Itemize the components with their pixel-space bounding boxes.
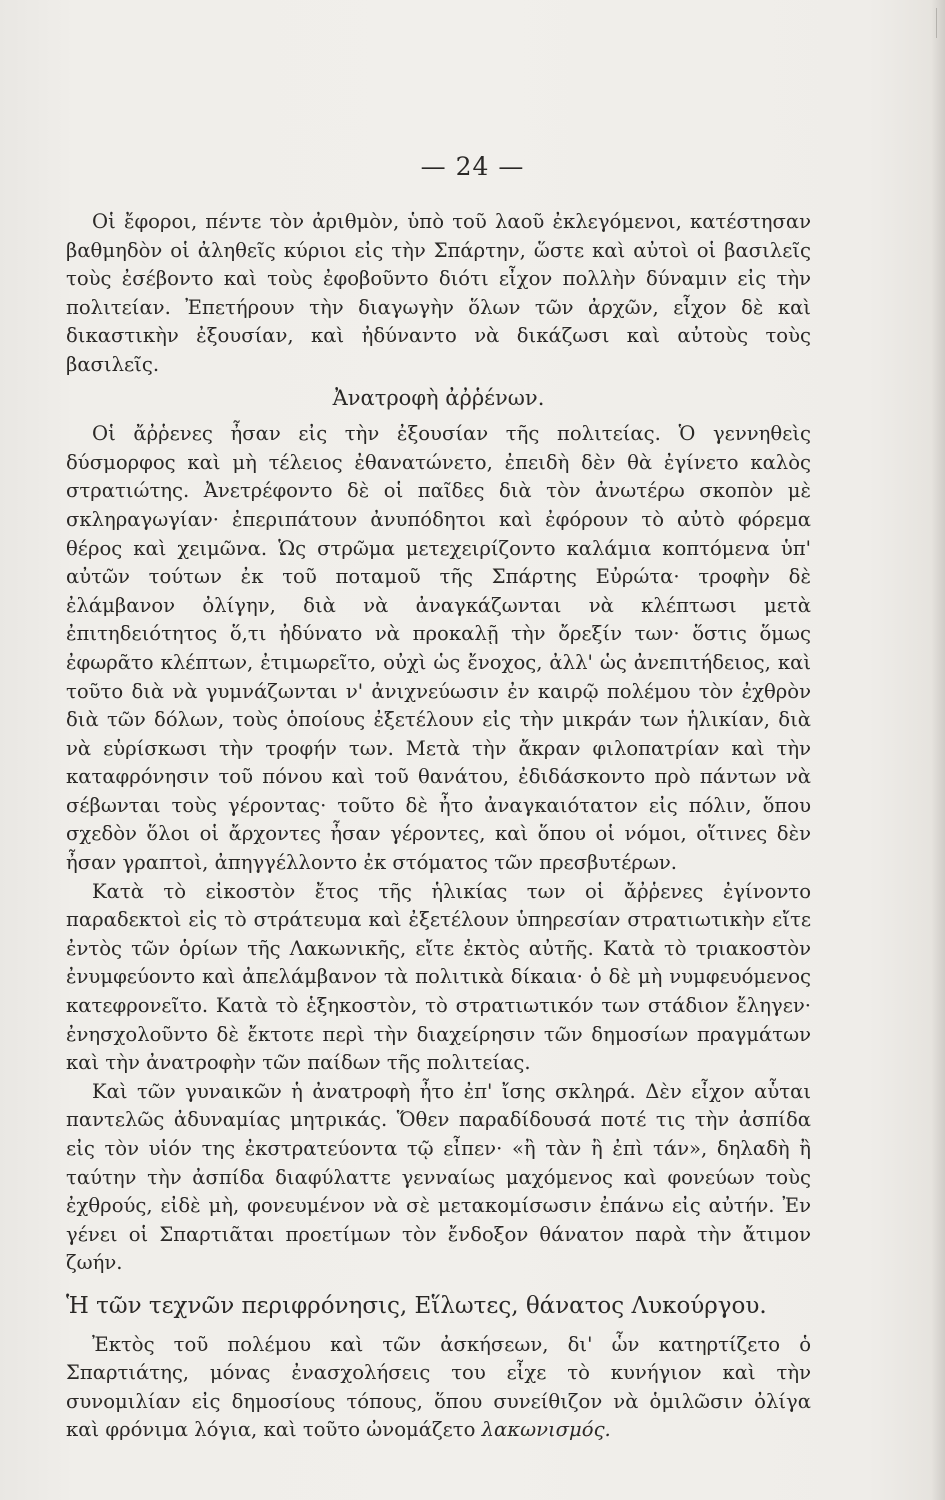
paragraph-males: Οἱ ἄῤῥενες ἦσαν εἰς τὴν ἐξουσίαν τῆς πολιτείας. Ὁ γεννηθεὶς δύσμορφος καὶ μὴ τέλειος ἐθανατώνετο, ἐπειδὴ δὲν θὰ ἐγίνετο καλὸς στρατιώτης. Ἀνετρέφοντο δὲ οἱ παῖδες διὰ τὸν ἀνωτέρω σκοπὸν μὲ σκληραγωγίαν· ἐπεριπάτουν ἀνυπόδητοι καὶ ἐφόρουν τὸ αὐτὸ φόρεμα θέρος καὶ χειμῶνα. Ὡς στρῶμα μετεχειρίζοντο καλάμια κοπτόμενα ὑπ' αὐτῶν τούτων ἐκ τοῦ ποταμοῦ τῆς Σπάρτης Εὐρώτα· τροφὴν δὲ ἐλάμβανον ὀλίγην, διὰ νὰ ἀναγκάζωνται νὰ κλέπτωσι μετὰ ἐπιτηδειότητος ὅ,τι ἠδύνατο νὰ προκαλῇ τὴν ὄρεξίν των· ὅστις ὅμως ἐφωρᾶτο κλέπτων, ἐτιμωρεῖτο, οὐχὶ ὡς ἔνοχος, ἀλλ' ὡς ἀνεπιτήδειος, καὶ τοῦτο διὰ νὰ γυμνάζωνται ν' ἀνιχνεύωσιν ἐν καιρῷ πολέμου τὸν ἐχθρὸν διὰ τῶν δόλων, τοὺς ὁποίους ἐξετέλουν εἰς τὴν μικράν των ἡλικίαν, διὰ νὰ εὑρίσκωσι τὴν τροφήν των. Μετὰ τὴν ἄκραν φιλοπατρίαν καὶ τὴν καταφρόνησιν τοῦ πόνου καὶ τοῦ θανάτου, ἐδιδάσκοντο πρὸ πάντων νὰ σέβωνται τοὺς γέροντας· τοῦτο δὲ ἦτο ἀναγκαιότατον εἰς πόλιν, ὅπου σχεδὸν ὅλοι οἱ ἄρχοντες ἦσαν γέροντες, καὶ ὅπου οἱ νόμοι, οἵτινες δὲν ἦσαν γραπτοὶ, ἀπηγγέλλοντο ἐκ στόματος τῶν πρεσβυτέρων. — [66, 422, 811, 875]
paragraph-age-stages: Κατὰ τὸ εἰκοστὸν ἔτος τῆς ἡλικίας των οἱ ἄῤῥενες ἐγίνοντο παραδεκτοὶ εἰς τὸ στράτευμα καὶ ἐξετέλουν ὑπηρεσίαν στρατιωτικὴν εἴτε ἐντὸς τῶν ὁρίων τῆς Λακωνικῆς, εἴτε ἐκτὸς αὐτῆς. Κατὰ τὸ τριακοστὸν ἐνυμφεύοντο καὶ ἀπελάμβανον τὰ πολιτικὰ δίκαια· ὁ δὲ μὴ νυμφευόμενος κατεφρονεῖτο. Κατὰ τὸ ἑξηκοστὸν, τὸ στρατιωτικόν των στάδιον ἔληγεν· ἐνησχολοῦντο δὲ ἔκτοτε περὶ τὴν διαχείρησιν τῶν δημοσίων πραγμάτων καὶ τὴν ἀνατροφὴν τῶν παίδων τῆς πολιτείας. — [66, 879, 811, 1075]
paragraph-ephors: Οἱ ἔφοροι, πέντε τὸν ἀριθμὸν, ὑπὸ τοῦ λαοῦ ἐκλεγόμενοι, κατέστησαν βαθμηδὸν οἱ ἀληθεῖς κύριοι εἰς τὴν Σπάρτην, ὥστε καὶ αὐτοὶ οἱ βασιλεῖς τοὺς ἐσέβοντο καὶ τοὺς ἐφοβοῦντο διότι εἶχον πολλὴν δύναμιν εἰς τὴν πολιτείαν. Ἐπετήρουν τὴν διαγωγὴν ὅλων τῶν ἀρχῶν, εἶχον δὲ καὶ δικαστικὴν ἐξουσίαν, καὶ ἠδύναντο νὰ δικάζωσι καὶ αὐτοὺς τοὺς βασιλεῖς. — [66, 210, 811, 376]
section-heading-arts-helots-lycurgus: Ἡ τῶν τεχνῶν περιφρόνησις, Εἵλωτες, θάνατος Λυκούργου. — [66, 1292, 767, 1319]
section-heading-upbringing-of-males: Ἀνατροφὴ ἀῤῥένων. — [332, 385, 545, 410]
page-edge-shadow — [931, 0, 945, 1500]
body-text — [66, 208, 811, 1445]
laconism-term: λακωνισμός. — [481, 1418, 611, 1442]
paragraph-laconism-text: Ἐκτὸς τοῦ πολέμου καὶ τῶν ἀσκήσεων, δι' ὧν κατηρτίζετο ὁ Σπαρτιάτης, μόνας ἐνασχολήσεις του εἶχε τὸ κυνήγιον καὶ τὴν συνομιλίαν εἰς δημοσίους τόπους, ὅπου συνείθιζον νὰ ὁμιλῶσιν ὀλίγα καὶ φρόνιμα λόγια, καὶ τοῦτο ὠνομάζετο — [66, 1332, 811, 1442]
paragraph-laconism — [66, 1331, 811, 1445]
paragraph-women: Καὶ τῶν γυναικῶν ἡ ἀνατροφὴ ἦτο ἐπ' ἴσης σκληρά. Δὲν εἶχον αὗται παντελῶς ἀδυναμίας μητρικάς. Ὅθεν παραδίδουσά ποτέ τις τὴν ἀσπίδα εἰς τὸν υἱόν της ἐκστρατεύοντα τῷ εἶπεν· «ἢ τὰν ἢ ἐπὶ τάν», δηλαδὴ ἢ ταύτην τὴν ἀσπίδα διαφύλαττε γενναίως μαχόμενος καὶ φονεύων τοὺς ἐχθρούς, εἰδὲ μὴ, φονευμένον νὰ σὲ μετακομίσωσιν ἐπάνω εἰς αὐτήν. Ἐν γένει οἱ Σπαρτιᾶται προετίμων τὸν ἔνδοξον θάνατον παρὰ τὴν ἄτιμον ζωήν. — [66, 1079, 811, 1275]
page-fold-mark — [916, 8, 937, 38]
page-number: — 24 — — [420, 152, 525, 181]
